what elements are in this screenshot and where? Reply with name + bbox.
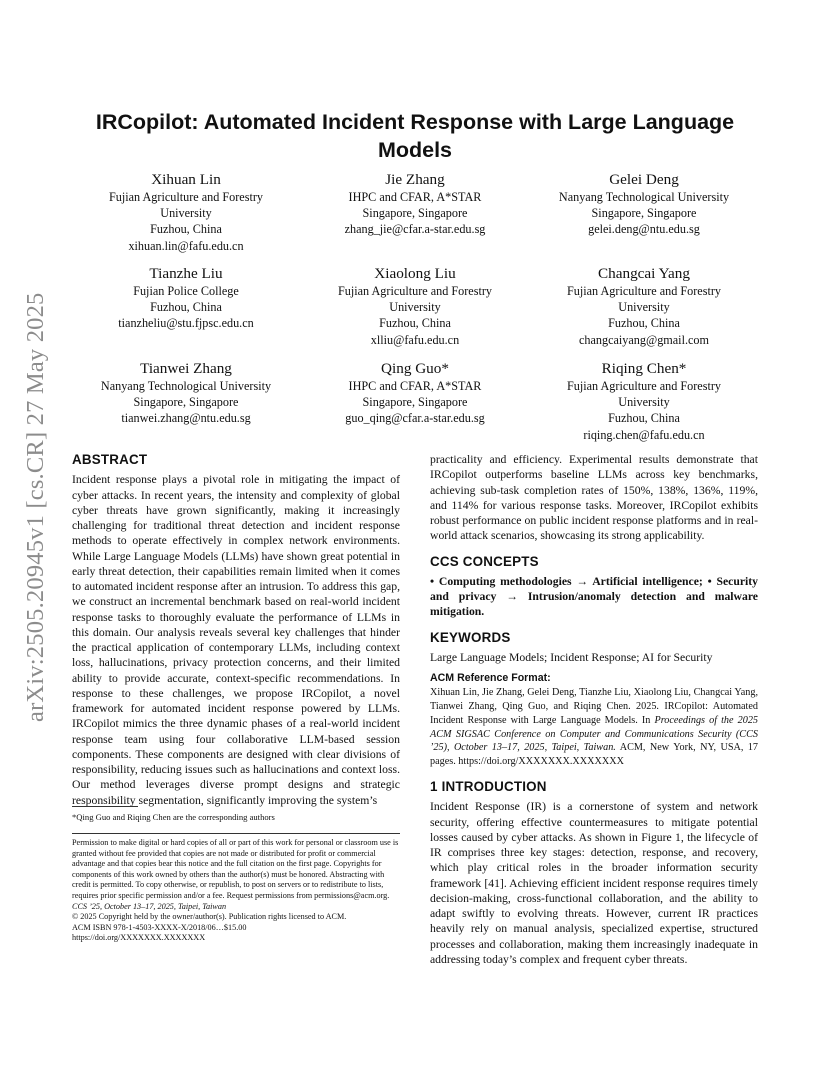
keywords-heading: KEYWORDS xyxy=(430,629,511,645)
author-email: guo_qing@cfar.a-star.edu.sg xyxy=(345,411,485,426)
author-name: Gelei Deng xyxy=(609,171,679,188)
author-email: zhang_jie@cfar.a-star.edu.sg xyxy=(344,222,486,237)
left-column xyxy=(72,452,400,808)
permission-notice xyxy=(72,838,400,944)
author-affiliation: Fujian Agriculture and Forestry xyxy=(337,284,492,298)
keywords-text: Large Language Models; Incident Response; AI for Security xyxy=(430,650,713,664)
acm-ref-rest: ACM, New York, NY, USA, 17 pages. https://doi.org/XXXXXXX.XXXXXXX xyxy=(430,742,759,768)
abstract-continued: practicality and efficiency. Experimental results demonstrate that IRCopilot outperforms baseline LLMs across key benchmarks, achieving sub-task completion rates of 150%, 138%, 136%, 119%, and 114% for various response tasks. Moreover, IRCopilot exhibits robust performance on public incident response platforms and in real-world attack scenarios, showcasing its strong applicability. xyxy=(430,453,758,543)
conference-line: CCS ’25, October 13–17, 2025, Taipei, Taiwan xyxy=(72,901,227,911)
author-location: Fuzhou, China xyxy=(608,411,680,426)
author-name: Jie Zhang xyxy=(385,171,445,188)
author-affiliation: Fujian Agriculture and Forestry xyxy=(566,379,721,393)
abstract-heading: ABSTRACT xyxy=(72,452,148,467)
ccs-text: • Computing methodologies → Artificial intelligence; • Security and privacy → Intrusion/anomaly detection and malware mitigation. xyxy=(430,574,758,619)
author-affiliation: University xyxy=(618,395,670,410)
acm-ref-text xyxy=(430,686,758,769)
author-affiliation: Fujian Agriculture and Forestry xyxy=(566,284,721,298)
acm-ref-venue: Proceedings of the 2025 ACM SIGSAC Conference on Computer and Communications Security (CCS ’25), October 13–17, 2025, Taipei, Taiwan. xyxy=(430,714,759,754)
author-location: Fuzhou, China xyxy=(608,316,680,331)
author-name: Tianwei Zhang xyxy=(140,360,232,377)
permission-text: Permission to make digital or hard copies of all or part of this work for personal or classroom use is granted without fee provided that copies are not made or distributed for profit or commercial advantage and that copies bear this notice and the full citation on the first page. Copyrights for components of this work owned by others than the author(s) must be honored. Abstracting with credit is permitted. To copy otherwise, or republish, to post on servers or to redistribute to lists, requires prior specific permission and/or a fee. Request permissions from permissions@acm.org. xyxy=(72,838,399,900)
author-email: xihuan.lin@fafu.edu.cn xyxy=(128,238,244,253)
author-email: gelei.deng@ntu.edu.sg xyxy=(588,222,700,237)
abstract-text: Incident response plays a pivotal role in mitigating the impact of cyber attacks. In recent years, the intensity and complexity of global cyber threats have grown significantly, making it increasingly challenging for traditional threat detection and incident response methods to operate effectively in complex network environments. While Large Language Models (LLMs) have shown great potential in early threat detection, their capabilities remain limited when it comes to automated incident response after an intrusion. To address this gap, we construct an incremental benchmark based on real-world incident response tasks to thoroughly evaluate the performance of LLMs in this domain. Our analysis reveals several key challenges that hinder the practical application of contemporary LLMs, including context loss, hallucinations, privacy protection concerns, and their limited ability to provide accurate, context-specific recommendations. In response to these challenges, we propose IRCopilot, a novel framework for automated incident response powered by LLMs. IRCopilot mimics the three dynamic phases of a real-world incident response team using four collaborative LLM-based session components. These components are designed with clear divisions of responsibility, reducing issues such as hallucinations and context loss. Our method leverages diverse prompt designs and strategic responsibility segmentation, significantly improving the system’s xyxy=(72,473,400,807)
permission-divider xyxy=(72,833,400,834)
author-6 xyxy=(528,264,760,348)
author-affiliation: Nanyang Technological University xyxy=(100,379,272,393)
author-1 xyxy=(70,170,302,254)
author-name: Changcai Yang xyxy=(598,265,690,282)
acm-ref-authors: Xihuan Lin, Jie Zhang, Gelei Deng, Tianzhe Liu, Xiaolong Liu, Changcai Yang, Tianwei Zhang, Qing Guo, and Riqing Chen. 2025. IRCopilot: Automated Incident Response with Large Language Models. In xyxy=(430,687,758,726)
author-name: Xiaolong Liu xyxy=(374,265,456,282)
introduction-section xyxy=(430,779,758,967)
doi-line: https://doi.org/XXXXXXX.XXXXXXX xyxy=(72,933,206,943)
author-location: Singapore, Singapore xyxy=(362,395,468,410)
author-4 xyxy=(70,264,302,332)
author-affiliation: University xyxy=(160,206,212,221)
author-location: Singapore, Singapore xyxy=(362,206,468,221)
author-3 xyxy=(528,170,760,238)
author-email: xlliu@fafu.edu.cn xyxy=(370,332,460,347)
author-7 xyxy=(70,359,302,427)
author-affiliation: Fujian Agriculture and Forestry xyxy=(108,190,263,204)
paper-title: IRCopilot: Automated Incident Response with Large Language Models xyxy=(95,110,735,162)
author-9 xyxy=(528,359,760,443)
corresponding-author-footnote: *Qing Guo and Riqing Chen are the corresponding authors xyxy=(72,812,275,822)
author-name: Tianzhe Liu xyxy=(149,265,223,282)
author-name: Riqing Chen* xyxy=(601,360,687,377)
author-email: tianzheliu@stu.fjpsc.edu.cn xyxy=(118,316,254,331)
introduction-heading: 1 INTRODUCTION xyxy=(430,779,547,795)
isbn-line: ACM ISBN 978-1-4503-XXXX-X/2018/06…$15.00 xyxy=(72,922,247,932)
author-affiliation: University xyxy=(618,300,670,315)
author-name: Qing Guo* xyxy=(381,360,449,377)
footnote-divider xyxy=(72,806,138,807)
author-location: Fuzhou, China xyxy=(150,300,222,315)
author-2 xyxy=(299,170,531,238)
author-location: Fuzhou, China xyxy=(150,222,222,237)
author-8 xyxy=(299,359,531,427)
acm-ref-heading: ACM Reference Format: xyxy=(430,672,551,684)
author-affiliation: University xyxy=(389,300,441,315)
arxiv-stamp: arXiv:2505.20945v1 [cs.CR] 27 May 2025 xyxy=(22,292,49,722)
author-email: riqing.chen@fafu.edu.cn xyxy=(583,427,705,442)
copyright-line: © 2025 Copyright held by the owner/author(s). Publication rights licensed to ACM. xyxy=(72,912,347,922)
keywords-section xyxy=(430,630,758,666)
ccs-section xyxy=(430,554,758,620)
author-affiliation: IHPC and CFAR, A*STAR xyxy=(348,190,482,204)
author-5 xyxy=(299,264,531,348)
author-location: Singapore, Singapore xyxy=(133,395,239,410)
right-column xyxy=(430,452,758,967)
author-location: Fuzhou, China xyxy=(379,316,451,331)
author-email: changcaiyang@gmail.com xyxy=(578,332,709,347)
ccs-heading: CCS CONCEPTS xyxy=(430,553,539,569)
author-location: Singapore, Singapore xyxy=(591,206,697,221)
author-name: Xihuan Lin xyxy=(151,171,221,188)
author-email: tianwei.zhang@ntu.edu.sg xyxy=(121,411,251,426)
introduction-text: Incident Response (IR) is a cornerstone of system and network security, offering effective countermeasures to mitigate potential losses caused by cyber attacks. As shown in Figure 1, the lifecycle of IR comprises three key stages: detection, response, and recovery, which play critical roles in the broader information security framework [41]. Achieving efficient incident response requires timely decision-making, cross-functional collaboration, and the ability to adapt swiftly to evolving threats. However, current IR practices heavily rely on manual analysis, specialized expertise, structured processes and collaboration, making them increasingly inadequate in addressing today’s complex and frequent cyber threats. xyxy=(430,800,758,966)
author-affiliation: IHPC and CFAR, A*STAR xyxy=(348,379,482,393)
author-affiliation: Fujian Police College xyxy=(133,284,239,298)
author-affiliation: Nanyang Technological University xyxy=(558,190,730,204)
